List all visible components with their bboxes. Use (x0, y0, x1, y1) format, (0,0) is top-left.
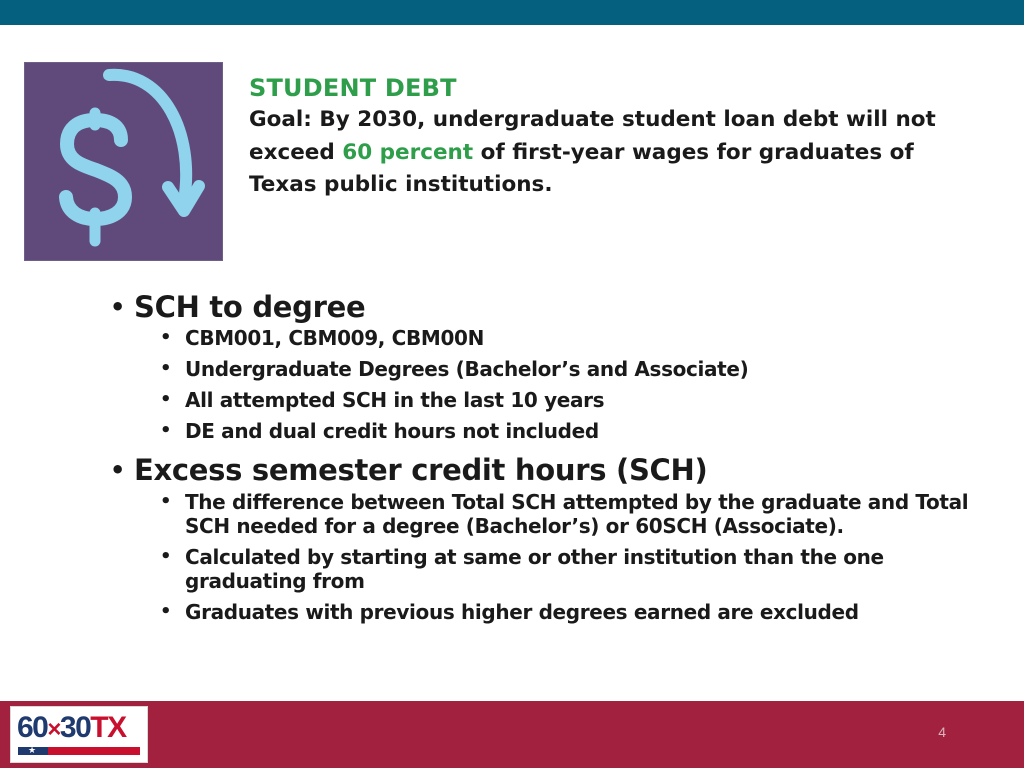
goal-block (249, 72, 969, 202)
sub-bullet-list (160, 490, 990, 624)
goal-highlight: 60 percent (342, 139, 474, 165)
sub-bullet-list (160, 326, 990, 443)
dollar-down-arrow-icon (24, 62, 223, 261)
goal-text-before: Goal: By 2030, undergraduate student loan debt will not exceed (249, 107, 936, 165)
sub-bullet: • Undergraduate Degrees (Bachelor’s and Associate) (160, 357, 990, 381)
bullet-sch-to-degree: • SCH to degree (110, 288, 990, 326)
goal-text-after: of first-year wages for graduates of Texas public institutions. (249, 139, 914, 197)
logo-flag-stripe (18, 747, 140, 755)
goal-title: STUDENT DEBT (249, 74, 457, 102)
sub-bullet: • CBM001, CBM009, CBM00N (160, 326, 990, 350)
sub-bullet: • The difference between Total SCH attempted by the graduate and Total SCH needed for a degree (Bachelor’s) or 60SCH (Associate). (160, 490, 990, 538)
bullet-list (110, 288, 990, 631)
top-banner (0, 0, 1024, 25)
logo-wordmark: 60×30TX (17, 711, 126, 744)
goal-statement (249, 104, 969, 202)
sub-bullet: • All attempted SCH in the last 10 years (160, 388, 990, 412)
star-icon: ★ (28, 746, 37, 756)
sub-bullet: • Calculated by starting at same or other institution than the one graduating from (160, 545, 990, 593)
60x30tx-logo (10, 706, 148, 763)
bullet-excess-sch: • Excess semester credit hours (SCH) (110, 450, 990, 490)
footer-banner (0, 701, 1024, 768)
page-number: 4 (938, 724, 946, 740)
sub-bullet: • DE and dual credit hours not included (160, 419, 990, 443)
sub-bullet: • Graduates with previous higher degrees earned are excluded (160, 600, 990, 624)
